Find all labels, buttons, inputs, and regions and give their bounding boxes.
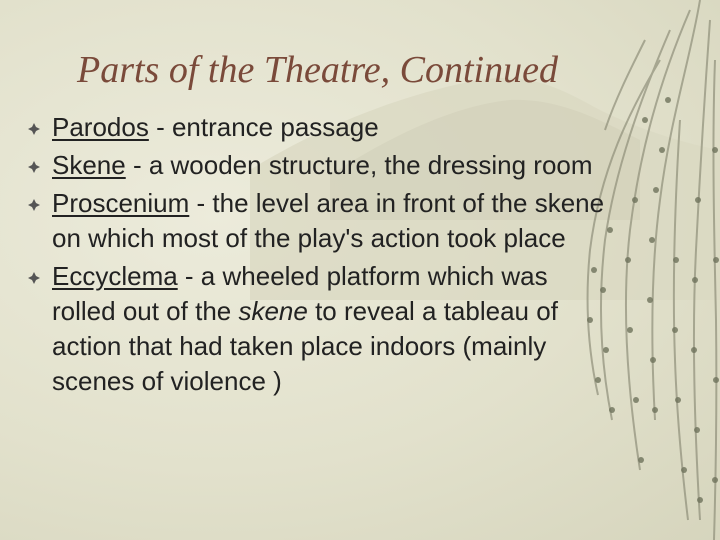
definition-eccyclema-part2: to reveal a tableau of action that had taken place indoors (mainly scenes of violence ) bbox=[52, 296, 558, 396]
definition-proscenium: - the level area in front of the skene on which most of the play's action took place bbox=[52, 188, 605, 253]
term-eccyclema: Eccyclema bbox=[52, 261, 178, 291]
definition-eccyclema-part1: - a wheeled platform which was rolled out of the bbox=[52, 261, 548, 326]
diamond-bullet-icon bbox=[28, 272, 40, 284]
definition-parodos: - entrance passage bbox=[148, 112, 379, 142]
bullet-proscenium bbox=[28, 186, 608, 256]
slide-title: Parts of the Theatre, Continued bbox=[77, 49, 558, 91]
term-proscenium: Proscenium bbox=[52, 188, 190, 218]
bullet-eccyclema bbox=[28, 259, 608, 399]
bullet-skene bbox=[28, 148, 608, 183]
diamond-bullet-icon bbox=[28, 199, 40, 211]
term-skene: Skene bbox=[52, 150, 126, 180]
diamond-bullet-icon bbox=[28, 161, 40, 173]
diamond-bullet-icon bbox=[28, 123, 40, 135]
definition-eccyclema-emphasis: skene bbox=[238, 296, 308, 326]
bullet-list bbox=[28, 110, 608, 402]
definition-skene: - a wooden structure, the dressing room bbox=[125, 150, 593, 180]
bullet-parodos bbox=[28, 110, 608, 145]
term-parodos: Parodos bbox=[52, 112, 149, 142]
